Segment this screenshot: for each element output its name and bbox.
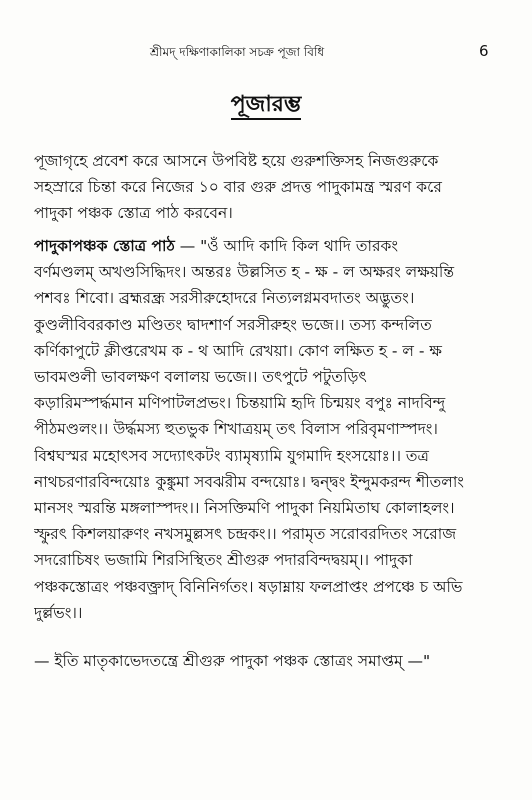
stotra-line: দুর্ল্লভং।।	[34, 603, 83, 622]
stotra-line: নাথচরণারবিন্দয়োঃ কুঙ্কুমা সবঝরীম বন্দয়োঃ। দ্বন্দ্বং ইন্দুমকরন্দ শীতলাং	[34, 472, 464, 491]
stotra-line: বর্ণমণ্ডলম্ অখণ্ডসিদ্ধিদং। অন্তরঃ উল্লসিত হ - ক্ষ - ল অক্ষরং লক্ষয়ন্তি	[34, 263, 455, 282]
stotra-lead-rest: — "ওঁ আদি কাদি কিল থাদি তারকং	[174, 237, 399, 255]
section-heading-text: পূজারম্ভ	[231, 92, 302, 120]
intro-paragraph	[34, 148, 496, 227]
stotra-line: পশবঃ শিবো। ব্রহ্মরন্ধ্র সরসীরুহোদরে নিত্যলগ্নমবদাতং অদ্ভুতং।	[34, 289, 415, 308]
stotra-line: ভাবমণ্ডলী ভাবলক্ষণ বলালয় ভজে।। তৎপুটে পটুতড়িৎ	[34, 368, 367, 387]
stotra-line: মানসং স্মরন্তি মঙ্গলাস্পদং।। নিসক্তিমণি পাদুকা নিয়মিতাঘ কোলাহলং।	[34, 499, 455, 518]
stotra-line: স্ফুরৎ কিশলয়ারুণং নখসমুল্লসৎ চন্দ্রকং।। পরামৃত সরোবরদিতং সরোজ	[34, 525, 457, 544]
stotra-line: বিশ্বঘস্মর মহোৎসব সদ্যোৎকটং ব্যামৃষ্যামি যুগমাদি হংসয়োঃ।। তত্র	[34, 446, 429, 465]
stotra-line: সদরোচিষং ভজামি শিরসিস্থিতং শ্রীগুরু পদারবিন্দদ্বয়ম্।। পাদুকা	[34, 551, 413, 570]
stotra-line: কুণ্ডলীবিবরকাণ্ড মণ্ডিতং দ্বাদশার্ণ সরসীরুহং ভজে।। তস্য কন্দলিত	[34, 315, 432, 334]
page-number: 6	[479, 42, 489, 60]
intro-line: পাদুকা পঞ্চক স্তোত্র পাঠ করবেন।	[34, 204, 233, 223]
stotra-line: কড়ারিমস্পর্দ্ধমান মণিপাটলপ্রভং। চিন্তয়ামি হৃদি চিন্ময়ং বপুঃ নাদবিন্দু	[34, 394, 446, 413]
intro-line: পূজাগৃহে প্রবেশ করে আসনে উপবিষ্ট হয়ে গুরুশক্তিসহ নিজগুরুকে	[34, 152, 439, 170]
stotra-lead-title: পাদুকাপঞ্চক স্তোত্র পাঠ	[34, 237, 175, 255]
stotra-line: পীঠমণ্ডলং।। উর্দ্ধমস্য হুতভুক শিখাত্রয়ম্ তৎ বিলাস পরিবৃমণাস্পদং।	[34, 420, 438, 439]
stotra-first-line	[34, 233, 496, 259]
stotra-paragraph	[34, 233, 496, 626]
stotra-line: পঞ্চকস্তোত্রং পঞ্চবক্ত্রাদ্ বিনিনির্গতং। ষড়াম্নায় ফলপ্রাপ্তং প্রপঞ্চে চ অভি	[34, 577, 463, 596]
stotra-line: কর্ণিকাপুটে ক্লীপ্তরেখম ক - থ আদি রেখয়া। কোণ লক্ষিত হ - ল - ক্ষ	[34, 341, 442, 360]
section-heading	[0, 92, 532, 118]
colophon	[34, 648, 496, 674]
running-header-title: শ্রীমদ্ দক্ষিণাকালিকা সচক্র পূজা বিধি	[150, 45, 325, 59]
colophon-text: — ইতি মাতৃকাভেদতন্ত্রে শ্রীগুরু পাদুকা পঞ্চক স্তোত্রং সমাপ্তম্ —"	[34, 652, 431, 670]
intro-line: সহস্রারে চিন্তা করে নিজের ১০ বার গুরু প্রদত্ত পাদুকামন্ত্র স্মরণ করে	[34, 178, 442, 197]
